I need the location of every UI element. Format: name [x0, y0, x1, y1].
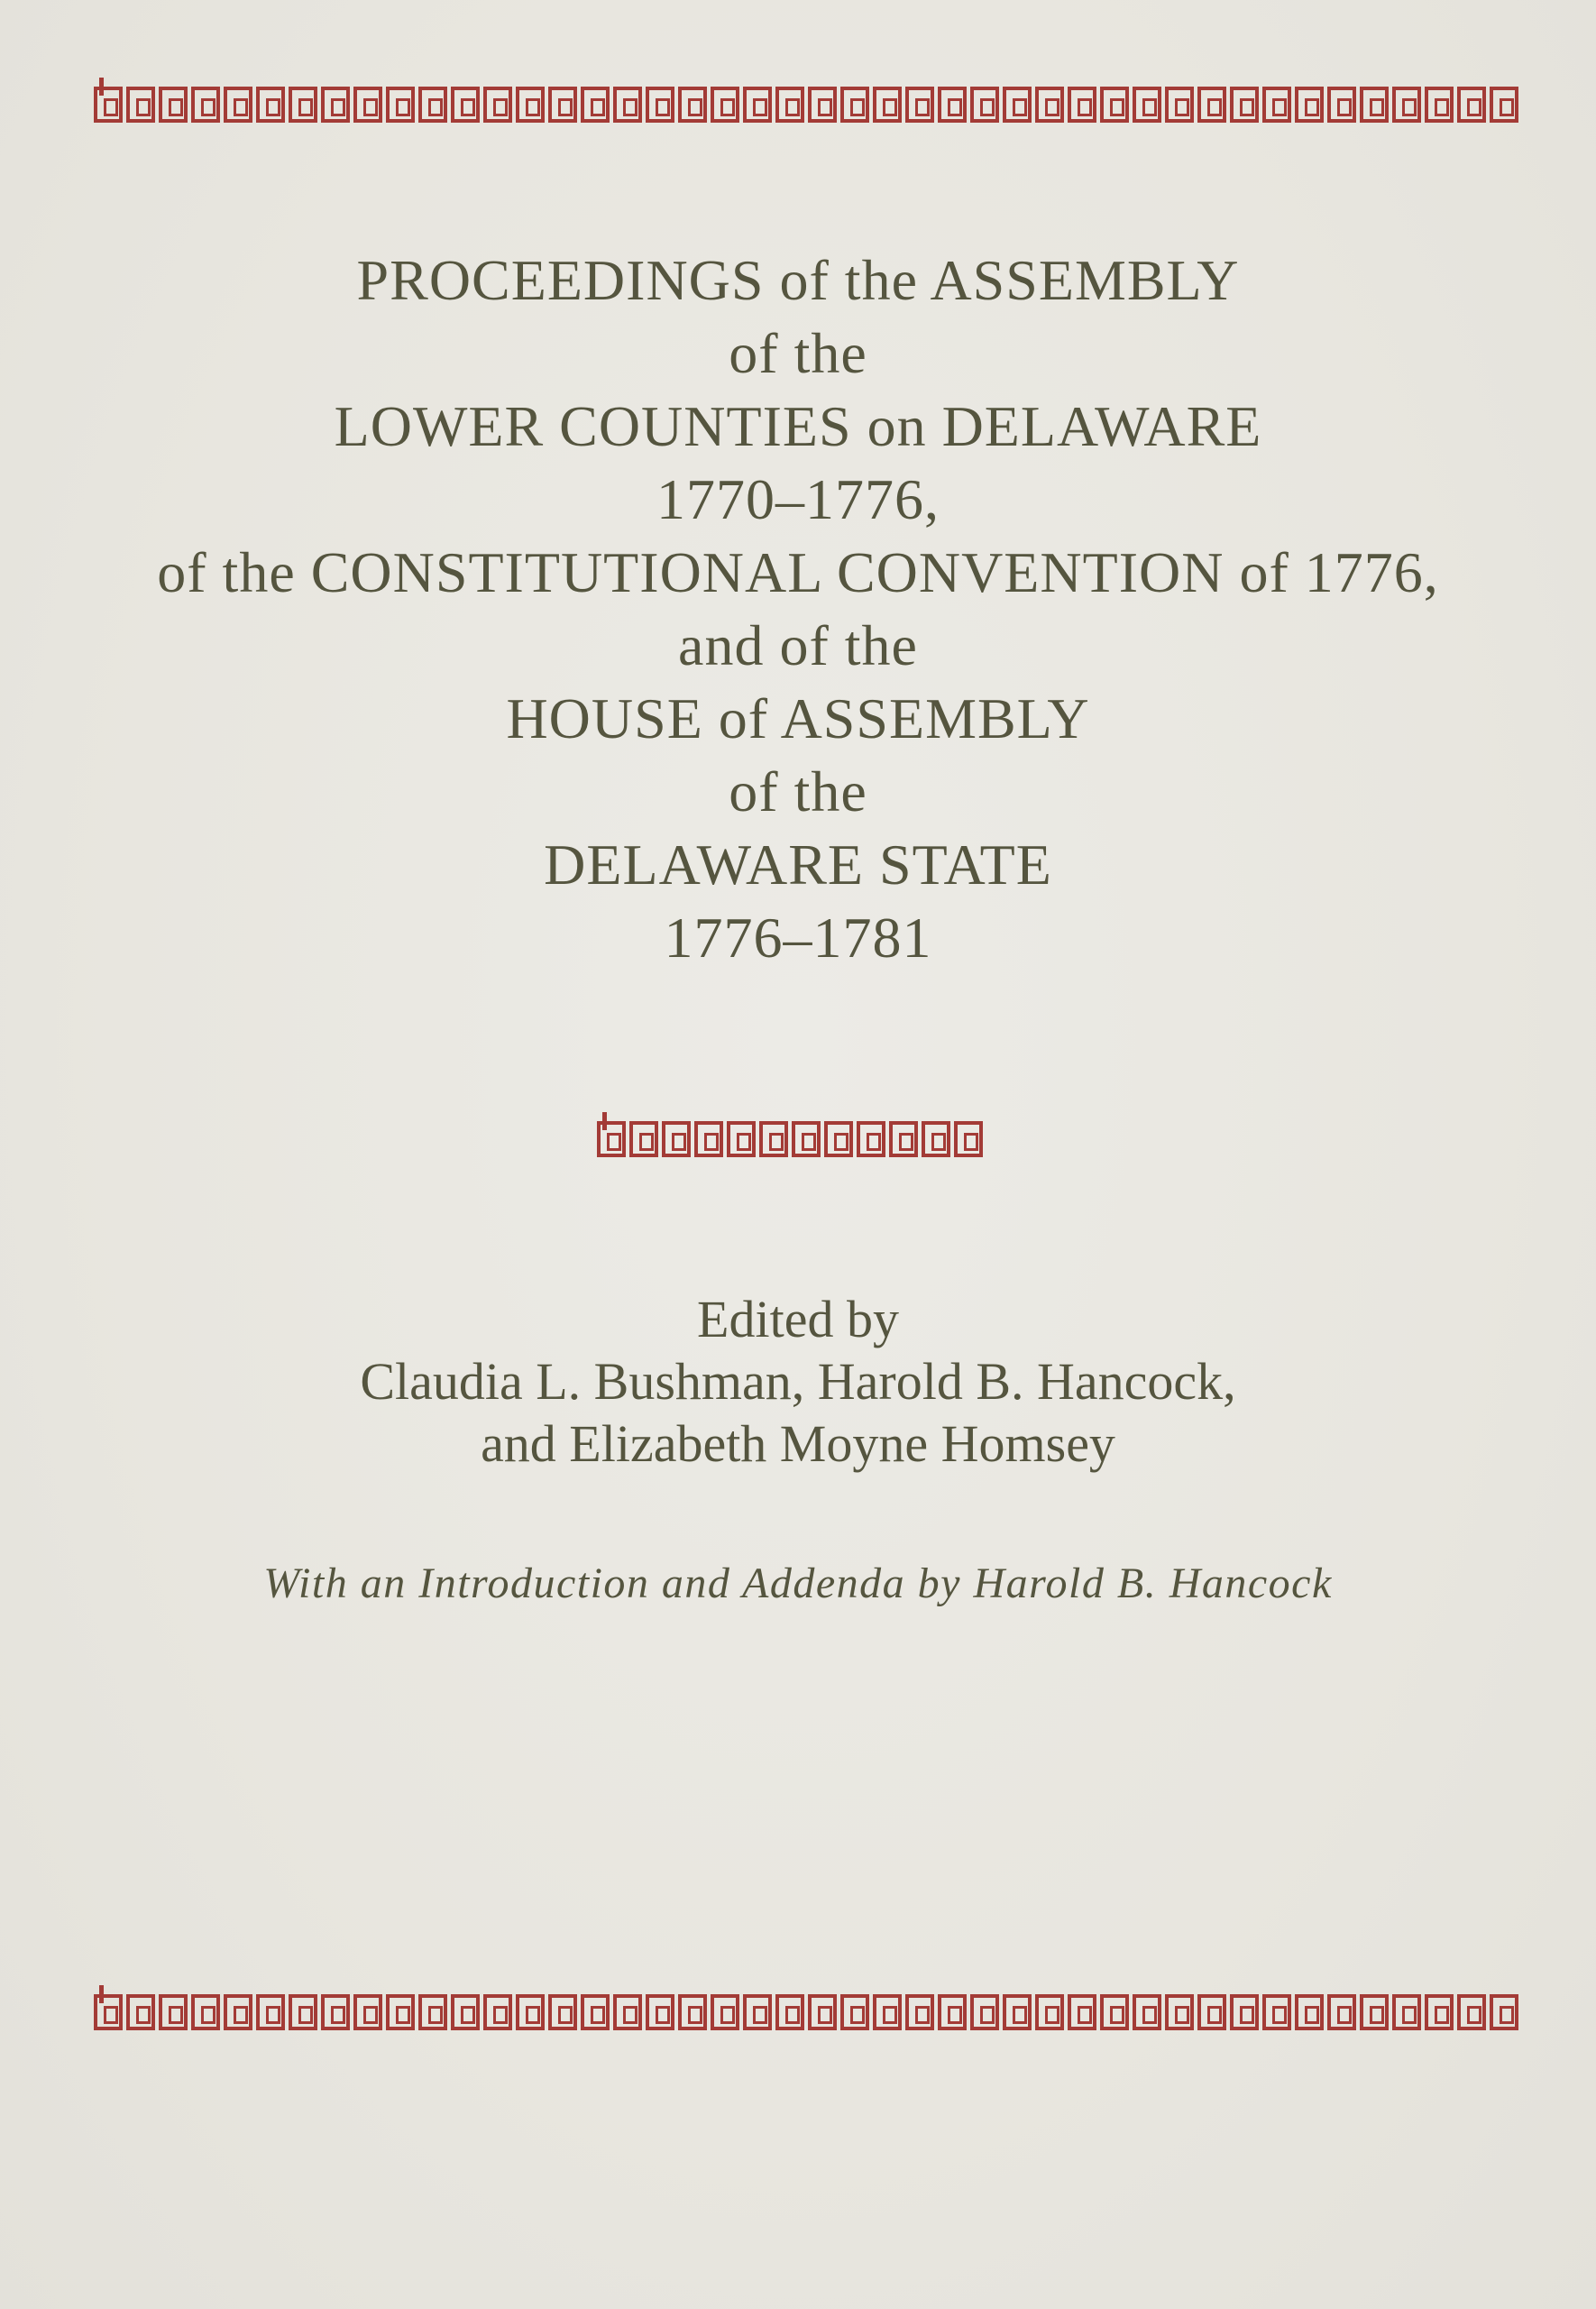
title-line-1: PROCEEDINGS of the ASSEMBLY — [356, 248, 1240, 312]
top-border-cell — [1425, 87, 1454, 123]
top-border-cell — [256, 87, 285, 123]
bottom-border-cell — [678, 1994, 707, 2030]
bottom-border-cell — [1425, 1994, 1454, 2030]
bottom-border-cell — [613, 1994, 642, 2030]
bottom-border-cell — [256, 1994, 285, 2030]
top-border-cell — [1133, 87, 1161, 123]
bottom-border-cell — [970, 1994, 999, 2030]
top-border-cell — [126, 87, 155, 123]
introduction-credit: With an Introduction and Addenda by Harold B. Hancock — [263, 1559, 1333, 1607]
bottom-border-cell — [289, 1994, 317, 2030]
bottom-border-cell — [224, 1994, 252, 2030]
bottom-border-cell — [1457, 1994, 1486, 2030]
top-border-cell — [483, 87, 512, 123]
top-border-cell — [224, 87, 252, 123]
top-border-cell — [1035, 87, 1064, 123]
title-line-7: HOUSE of ASSEMBLY — [506, 686, 1090, 750]
top-border-cell — [840, 87, 869, 123]
title-line-2: of the — [729, 321, 867, 385]
bottom-border-cell — [808, 1994, 837, 2030]
title-block — [0, 244, 1596, 974]
top-border-cell — [1392, 87, 1421, 123]
top-border-cell — [581, 87, 610, 123]
top-border-cell — [1327, 87, 1356, 123]
bottom-border-cell — [873, 1994, 902, 2030]
top-border-cell — [1295, 87, 1324, 123]
top-border-cell — [1230, 87, 1259, 123]
bottom-border-cell — [516, 1994, 545, 2030]
top-border-cell — [1197, 87, 1226, 123]
bottom-border-cell — [126, 1994, 155, 2030]
top-border-cell — [743, 87, 772, 123]
top-border-cell — [386, 87, 415, 123]
middle-ornament-cell — [727, 1121, 756, 1157]
top-border-cell — [775, 87, 804, 123]
middle-ornament — [597, 1121, 983, 1157]
title-line-3: LOWER COUNTIES on DELAWARE — [334, 394, 1262, 458]
middle-ornament-cell — [597, 1121, 626, 1157]
top-border-cell — [808, 87, 837, 123]
bottom-border-cell — [451, 1994, 480, 2030]
bottom-border-cell — [646, 1994, 674, 2030]
top-border-cell — [94, 87, 123, 123]
middle-ornament-cell — [857, 1121, 885, 1157]
bottom-border-cell — [1068, 1994, 1096, 2030]
top-border-cell — [938, 87, 967, 123]
edited-by-label: Edited by — [697, 1290, 899, 1348]
top-border-cell — [321, 87, 350, 123]
top-border-cell — [1165, 87, 1194, 123]
top-border-cell — [646, 87, 674, 123]
bottom-border-cell — [711, 1994, 739, 2030]
top-border-cell — [1100, 87, 1129, 123]
top-border-cell — [905, 87, 934, 123]
top-border-cell — [289, 87, 317, 123]
top-border-cell — [159, 87, 188, 123]
title-line-10: 1776–1781 — [664, 906, 932, 970]
bottom-border-cell — [743, 1994, 772, 2030]
bottom-border-cell — [938, 1994, 967, 2030]
middle-ornament-cell — [922, 1121, 950, 1157]
top-border-cell — [613, 87, 642, 123]
middle-ornament-cell — [629, 1121, 658, 1157]
top-border-cell — [1490, 87, 1518, 123]
bottom-border-cell — [1262, 1994, 1291, 2030]
top-border-cell — [1457, 87, 1486, 123]
bottom-border-cell — [1100, 1994, 1129, 2030]
bottom-border-cell — [1392, 1994, 1421, 2030]
middle-ornament-cell — [954, 1121, 983, 1157]
title-line-8: of the — [729, 759, 867, 823]
title-line-9: DELAWARE STATE — [544, 833, 1052, 897]
editor-names-line-1: Claudia L. Bushman, Harold B. Hancock, — [360, 1352, 1236, 1411]
top-border-cell — [711, 87, 739, 123]
top-border-cell — [970, 87, 999, 123]
title-line-4: 1770–1776, — [656, 467, 940, 531]
title-line-5: of the CONSTITUTIONAL CONVENTION of 1776, — [157, 540, 1439, 604]
middle-ornament-cell — [759, 1121, 788, 1157]
bottom-border-cell — [1360, 1994, 1389, 2030]
bottom-border-cell — [1230, 1994, 1259, 2030]
bottom-border-cell — [353, 1994, 382, 2030]
bottom-border-cell — [1003, 1994, 1032, 2030]
bottom-border-cell — [191, 1994, 220, 2030]
top-border-cell — [678, 87, 707, 123]
title-line-6: and of the — [678, 613, 918, 677]
bottom-border-cell — [840, 1994, 869, 2030]
middle-ornament-cell — [889, 1121, 918, 1157]
top-border-cell — [1003, 87, 1032, 123]
bottom-border-cell — [1295, 1994, 1324, 2030]
bottom-border-cell — [1490, 1994, 1518, 2030]
middle-ornament-cell — [792, 1121, 821, 1157]
top-border-cell — [191, 87, 220, 123]
bottom-border-cell — [905, 1994, 934, 2030]
bottom-border-cell — [418, 1994, 447, 2030]
bottom-border-cell — [581, 1994, 610, 2030]
bottom-border-cell — [94, 1994, 123, 2030]
top-ornamental-border — [94, 87, 1518, 123]
bottom-border-cell — [159, 1994, 188, 2030]
bottom-border-cell — [1197, 1994, 1226, 2030]
bottom-border-cell — [321, 1994, 350, 2030]
bottom-ornamental-border — [94, 1994, 1518, 2030]
bottom-border-cell — [775, 1994, 804, 2030]
top-border-cell — [516, 87, 545, 123]
top-border-cell — [1360, 87, 1389, 123]
top-border-cell — [873, 87, 902, 123]
top-border-cell — [418, 87, 447, 123]
top-border-cell — [1068, 87, 1096, 123]
middle-ornament-cell — [824, 1121, 853, 1157]
editors-block — [0, 1288, 1596, 1475]
bottom-border-cell — [1165, 1994, 1194, 2030]
bottom-border-cell — [386, 1994, 415, 2030]
bottom-border-cell — [483, 1994, 512, 2030]
editor-names-line-2: and Elizabeth Moyne Homsey — [481, 1414, 1115, 1473]
top-border-cell — [548, 87, 577, 123]
top-border-cell — [1262, 87, 1291, 123]
top-border-cell — [353, 87, 382, 123]
bottom-border-cell — [1133, 1994, 1161, 2030]
top-border-cell — [451, 87, 480, 123]
middle-ornament-cell — [662, 1121, 691, 1157]
bottom-border-cell — [1035, 1994, 1064, 2030]
bottom-border-cell — [1327, 1994, 1356, 2030]
middle-ornament-cell — [694, 1121, 723, 1157]
bottom-border-cell — [548, 1994, 577, 2030]
